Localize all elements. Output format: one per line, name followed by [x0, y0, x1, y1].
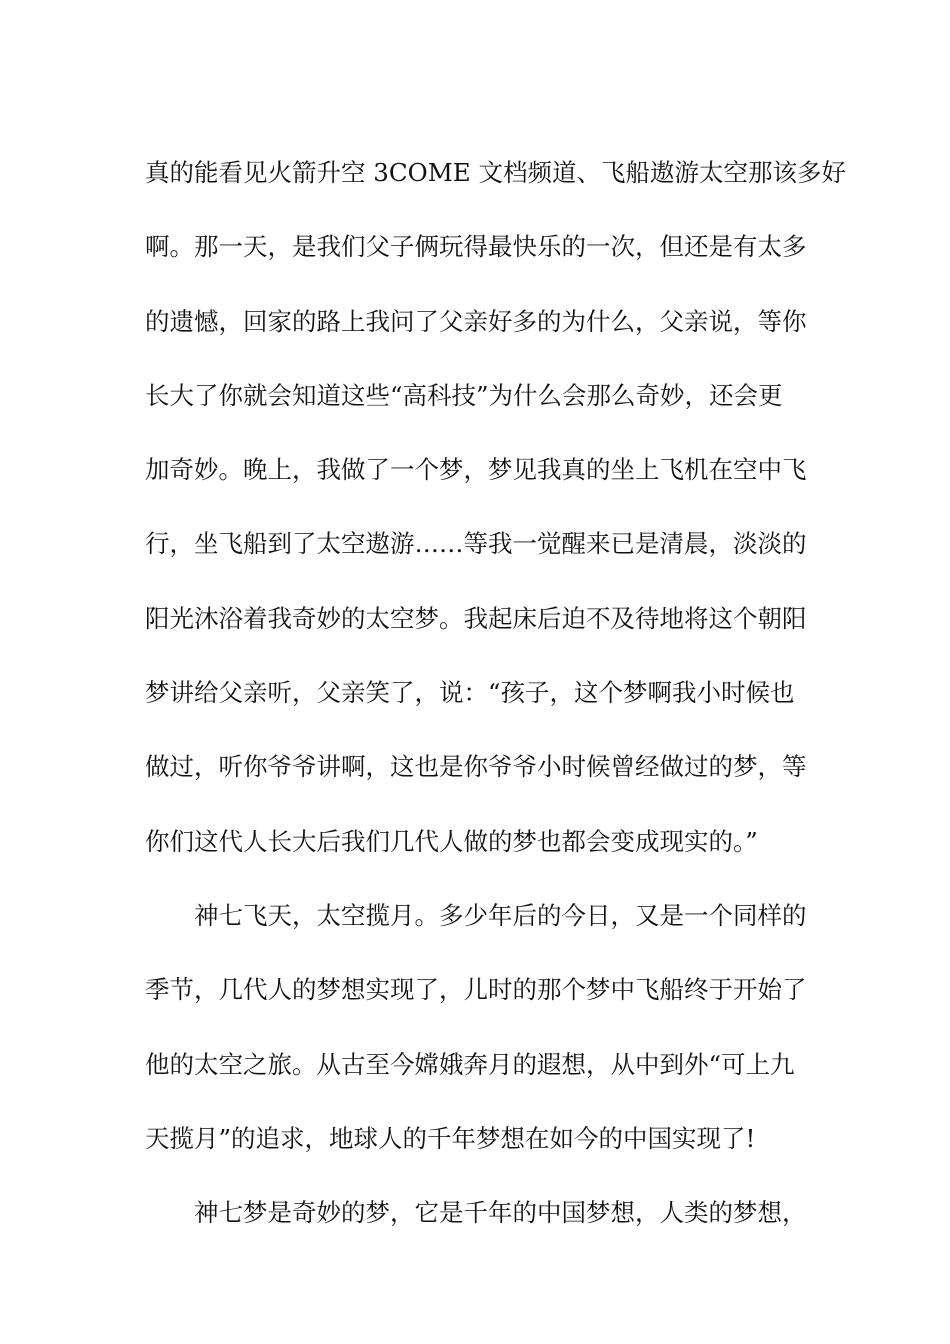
text-line-15-paragraph-start: 神七梦是奇妙的梦，它是千年的中国梦想，人类的梦想， [194, 1198, 807, 1228]
text-line-2: 啊。那一天，是我们父子俩玩得最快乐的一次，但还是有太多 [145, 232, 807, 262]
text-line-8: 梦讲给父亲听，父亲笑了，说：“孩子，这个梦啊我小时候也 [145, 678, 795, 708]
text-line-5: 加奇妙。晚上，我做了一个梦，梦见我真的坐上飞机在空中飞 [145, 455, 807, 485]
text-line-10: 你们这代人长大后我们几代人做的梦也都会变成现实的。” [145, 826, 758, 856]
text-line-14: 天揽月”的追求，地球人的千年梦想在如今的中国实现了! [145, 1123, 756, 1153]
text-line-12: 季节，几代人的梦想实现了，儿时的那个梦中飞船终于开始了 [145, 975, 807, 1005]
document-body [145, 136, 846, 1250]
text-line-7: 阳光沐浴着我奇妙的太空梦。我起床后迫不及待地将这个朝阳 [145, 603, 807, 633]
text-line-3: 的遗憾，回家的路上我问了父亲好多的为什么，父亲说，等你 [145, 306, 807, 336]
text-line-9: 做过，听你爷爷讲啊，这也是你爷爷小时候曾经做过的梦，等 [145, 752, 807, 782]
text-line-11-paragraph-start: 神七飞天，太空揽月。多少年后的今日，又是一个同样的 [194, 900, 807, 930]
text-line-13: 他的太空之旅。从古至今嫦娥奔月的遐想，从中到外“可上九 [145, 1049, 795, 1079]
text-line-4: 长大了你就会知道这些“高科技”为什么会那么奇妙，还会更 [145, 380, 783, 410]
text-line-6: 行，坐飞船到了太空遨游……等我一觉醒来已是清晨，淡淡的 [145, 529, 807, 559]
text-line-1: 真的能看见火箭升空 3COME 文档频道、飞船遨游太空那该多好 [145, 158, 846, 187]
